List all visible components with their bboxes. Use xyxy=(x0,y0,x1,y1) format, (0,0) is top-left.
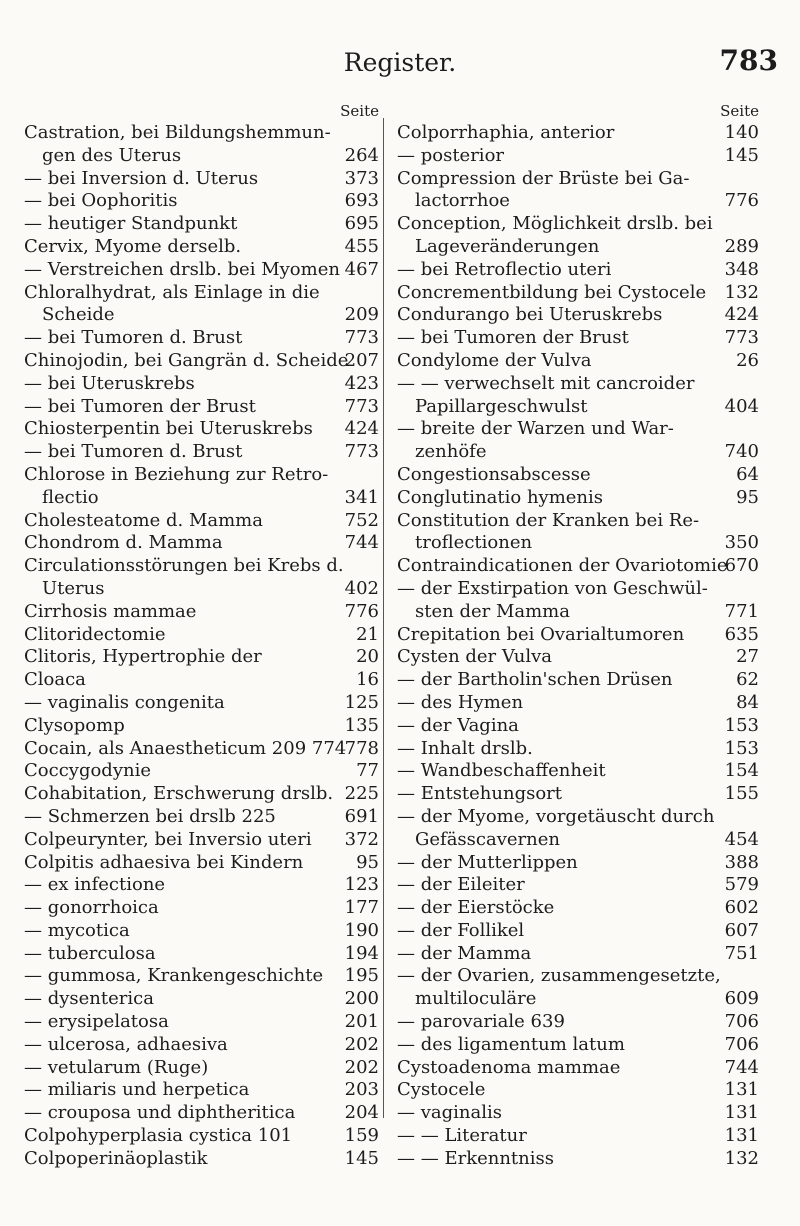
entry-page-number: 691 xyxy=(344,805,379,827)
entry-text: Condurango bei Uteruskrebs xyxy=(397,304,663,326)
entry-page-number: 467 xyxy=(344,258,379,280)
index-entry xyxy=(24,852,379,875)
entry-page-number: 350 xyxy=(724,532,759,554)
index-entry xyxy=(24,168,379,191)
entry-page-number: 27 xyxy=(736,646,759,668)
entry-page-number: 62 xyxy=(736,669,759,691)
entry-text: — der Myome, vorgetäuscht durch xyxy=(397,805,715,827)
right-index-column xyxy=(397,100,759,1171)
index-entry xyxy=(397,487,759,510)
index-entry xyxy=(24,965,379,988)
entry-page-number: 155 xyxy=(724,783,759,805)
index-entry xyxy=(24,601,379,624)
index-entry xyxy=(24,373,379,396)
entry-page-number: 153 xyxy=(724,714,759,736)
entry-text: Cystocele xyxy=(397,1079,486,1101)
entry-page-number: 135 xyxy=(344,714,379,736)
entry-page-number: 744 xyxy=(724,1056,759,1078)
index-entry xyxy=(397,692,759,715)
entry-page-number: 454 xyxy=(724,828,759,850)
entry-page-number: 773 xyxy=(344,441,379,463)
entry-page-number: 131 xyxy=(724,1079,759,1101)
index-entry xyxy=(24,396,379,419)
entry-text: — miliaris und herpetica xyxy=(24,1079,250,1101)
seite-label-left: Seite xyxy=(340,102,379,120)
index-entry xyxy=(24,646,379,669)
entry-page-number: 195 xyxy=(344,965,379,987)
entry-page-number: 348 xyxy=(724,258,759,280)
entry-text: Chlorose in Beziehung zur Retro- xyxy=(24,463,329,485)
entry-page-number: 695 xyxy=(344,213,379,235)
index-entry xyxy=(24,715,379,738)
entry-page-number: 131 xyxy=(724,1102,759,1124)
entry-text: Colporrhaphia, anterior xyxy=(397,122,615,143)
index-entry xyxy=(24,1034,379,1057)
index-entry xyxy=(397,350,759,373)
entry-text: — breite der Warzen und War- xyxy=(397,418,674,440)
entry-text: — posterior xyxy=(397,144,505,166)
index-entry xyxy=(397,965,759,988)
entry-text: — gonorrhoica xyxy=(24,897,159,919)
index-entry xyxy=(397,601,759,624)
index-entry xyxy=(397,760,759,783)
entry-text: — vetularum (Ruge) xyxy=(24,1056,209,1078)
entry-page-number: 693 xyxy=(344,190,379,212)
entry-text: Constitution der Kranken bei Re- xyxy=(397,509,700,531)
entry-text: Colpohyperplasia cystica 101 xyxy=(24,1125,293,1147)
entry-page-number: 776 xyxy=(724,190,759,212)
index-entry xyxy=(24,874,379,897)
entry-page-number: 773 xyxy=(344,395,379,417)
entry-text: Compression der Brüste bei Ga- xyxy=(397,167,690,189)
entry-text: Chondrom d. Mamma xyxy=(24,532,223,554)
entry-page-number: 84 xyxy=(736,691,759,713)
entry-page-number: 132 xyxy=(724,1147,759,1169)
index-entry xyxy=(24,259,379,282)
entry-page-number: 125 xyxy=(344,691,379,713)
entry-page-number: 752 xyxy=(344,509,379,531)
index-entry xyxy=(24,578,379,601)
index-entry xyxy=(397,396,759,419)
column-divider xyxy=(383,118,384,1118)
index-entry xyxy=(24,783,379,806)
entry-text: zenhöfe xyxy=(415,441,487,463)
index-entry xyxy=(397,624,759,647)
entry-text: — des Hymen xyxy=(397,691,524,713)
entry-page-number: 145 xyxy=(344,1147,379,1169)
entry-text: Coccygodynie xyxy=(24,760,151,782)
index-entry xyxy=(397,122,759,145)
entry-text: Condylome der Vulva xyxy=(397,349,592,371)
entry-text: — — verwechselt mit cancroider xyxy=(397,372,695,394)
entry-page-number: 204 xyxy=(344,1102,379,1124)
index-entry xyxy=(397,646,759,669)
entry-text: Circulationsstörungen bei Krebs d. xyxy=(24,555,344,577)
index-entry xyxy=(397,1079,759,1102)
entry-text: — — Literatur xyxy=(397,1125,527,1147)
index-entry xyxy=(397,1034,759,1057)
entry-page-number: 26 xyxy=(736,349,759,371)
entry-text: Uterus xyxy=(42,577,105,599)
index-entry xyxy=(24,897,379,920)
entry-text: — tuberculosa xyxy=(24,942,156,964)
entry-text: — des ligamentum latum xyxy=(397,1033,625,1055)
entry-page-number: 289 xyxy=(724,235,759,257)
index-entry xyxy=(24,327,379,350)
index-entry xyxy=(24,806,379,829)
entry-page-number: 424 xyxy=(344,418,379,440)
entry-text: — dysenterica xyxy=(24,988,154,1010)
entry-text: multiloculäre xyxy=(415,988,537,1010)
index-entry xyxy=(24,282,379,305)
entry-text: — vaginalis xyxy=(397,1102,502,1124)
entry-text: — der Ovarien, zusammengesetzte, xyxy=(397,965,721,987)
page-header-title: Register. xyxy=(343,48,457,77)
index-entry xyxy=(397,327,759,350)
entry-text: — der Exstirpation von Geschwül- xyxy=(397,577,708,599)
index-entry xyxy=(397,168,759,191)
right-entry-list xyxy=(397,122,759,1171)
entry-page-number: 706 xyxy=(724,1033,759,1055)
entry-text: Cohabitation, Erschwerung drslb. xyxy=(24,783,334,805)
index-entry xyxy=(397,1125,759,1148)
entry-page-number: 225 xyxy=(344,783,379,805)
index-entry xyxy=(397,738,759,761)
entry-text: Gefässcavernen xyxy=(415,828,560,850)
entry-text: — bei Oophoritis xyxy=(24,190,178,212)
page-number: 783 xyxy=(719,44,778,77)
entry-text: — der Eierstöcke xyxy=(397,897,555,919)
index-entry xyxy=(24,236,379,259)
index-entry xyxy=(397,988,759,1011)
entry-page-number: 123 xyxy=(344,874,379,896)
entry-page-number: 751 xyxy=(724,942,759,964)
index-entry xyxy=(397,418,759,441)
index-entry xyxy=(24,624,379,647)
index-entry xyxy=(24,350,379,373)
index-entry xyxy=(24,1057,379,1080)
entry-page-number: 202 xyxy=(344,1056,379,1078)
entry-page-number: 579 xyxy=(724,874,759,896)
entry-text: Lageveränderungen xyxy=(415,235,600,257)
entry-page-number: 95 xyxy=(736,486,759,508)
entry-text: Chinojodin, bei Gangrän d. Scheide xyxy=(24,349,349,371)
entry-text: Crepitation bei Ovarialtumoren xyxy=(397,623,685,645)
index-entry xyxy=(24,1125,379,1148)
entry-text: flectio xyxy=(42,486,99,508)
entry-page-number: 388 xyxy=(724,851,759,873)
index-entry xyxy=(24,441,379,464)
entry-text: — Verstreichen drslb. bei Myomen xyxy=(24,258,340,280)
entry-text: — heutiger Standpunkt xyxy=(24,213,238,235)
entry-page-number: 77 xyxy=(356,760,379,782)
entry-text: — der Vagina xyxy=(397,714,519,736)
entry-page-number: 131 xyxy=(724,1125,759,1147)
entry-text: — bei Uteruskrebs xyxy=(24,372,195,394)
entry-text: Cystoadenoma mammae xyxy=(397,1056,621,1078)
entry-page-number: 372 xyxy=(344,828,379,850)
index-entry xyxy=(24,1079,379,1102)
index-entry xyxy=(24,510,379,533)
entry-text: — Inhalt drslb. xyxy=(397,737,533,759)
entry-text: — bei Retroflectio uteri xyxy=(397,258,612,280)
entry-page-number: 21 xyxy=(356,623,379,645)
index-entry xyxy=(24,760,379,783)
entry-page-number: 154 xyxy=(724,760,759,782)
entry-page-number: 159 xyxy=(344,1125,379,1147)
index-entry xyxy=(397,190,759,213)
index-entry xyxy=(397,373,759,396)
entry-page-number: 635 xyxy=(724,623,759,645)
entry-page-number: 373 xyxy=(344,167,379,189)
entry-text: — Wandbeschaffenheit xyxy=(397,760,606,782)
entry-text: Conception, Möglichkeit drslb. bei xyxy=(397,213,713,235)
entry-text: — der Eileiter xyxy=(397,874,525,896)
index-entry xyxy=(24,213,379,236)
index-entry xyxy=(24,532,379,555)
entry-text: — bei Tumoren d. Brust xyxy=(24,327,243,349)
index-entry xyxy=(24,738,379,761)
index-entry xyxy=(397,555,759,578)
entry-text: Cysten der Vulva xyxy=(397,646,552,668)
entry-text: — der Follikel xyxy=(397,919,525,941)
entry-page-number: 740 xyxy=(724,441,759,463)
entry-text: Clitoris, Hypertrophie der xyxy=(24,646,262,668)
entry-page-number: 744 xyxy=(344,532,379,554)
index-entry xyxy=(397,783,759,806)
index-entry xyxy=(397,441,759,464)
entry-page-number: 424 xyxy=(724,304,759,326)
entry-page-number: 16 xyxy=(356,669,379,691)
index-entry xyxy=(24,943,379,966)
index-entry xyxy=(24,692,379,715)
index-entry xyxy=(397,578,759,601)
index-entry xyxy=(397,669,759,692)
entry-text: Clitoridectomie xyxy=(24,623,166,645)
entry-page-number: 190 xyxy=(344,919,379,941)
index-entry xyxy=(397,874,759,897)
index-entry xyxy=(24,669,379,692)
entry-text: Congestionsabscesse xyxy=(397,463,591,485)
entry-page-number: 194 xyxy=(344,942,379,964)
entry-text: Clysopomp xyxy=(24,714,125,736)
entry-page-number: 773 xyxy=(724,327,759,349)
entry-page-number: 140 xyxy=(724,122,759,143)
index-entry xyxy=(397,1057,759,1080)
index-entry xyxy=(24,988,379,1011)
entry-text: Papillargeschwulst xyxy=(415,395,588,417)
entry-text: — ex infectione xyxy=(24,874,166,896)
entry-text: Scheide xyxy=(42,304,115,326)
index-entry xyxy=(24,304,379,327)
index-entry xyxy=(397,464,759,487)
index-entry xyxy=(24,1148,379,1171)
index-entry xyxy=(397,1011,759,1034)
entry-text: Contraindicationen der Ovariotomie xyxy=(397,555,728,577)
entry-text: Colpeurynter, bei Inversio uteri xyxy=(24,828,312,850)
entry-text: — bei Inversion d. Uterus xyxy=(24,167,259,189)
entry-page-number: 209 xyxy=(344,304,379,326)
entry-page-number: 776 xyxy=(344,600,379,622)
index-entry xyxy=(24,829,379,852)
entry-page-number: 203 xyxy=(344,1079,379,1101)
entry-page-number: 670 xyxy=(724,555,759,577)
index-entry xyxy=(397,282,759,305)
index-entry xyxy=(24,464,379,487)
index-entry xyxy=(397,145,759,168)
index-entry xyxy=(24,418,379,441)
entry-text: Chloralhydrat, als Einlage in die xyxy=(24,281,320,303)
entry-page-number: 455 xyxy=(344,235,379,257)
entry-text: sten der Mamma xyxy=(415,600,570,622)
entry-text: — vaginalis congenita xyxy=(24,691,225,713)
index-entry xyxy=(397,510,759,533)
index-entry xyxy=(24,122,379,145)
index-entry xyxy=(24,190,379,213)
index-entry xyxy=(397,1102,759,1125)
index-entry xyxy=(397,304,759,327)
entry-text: — der Mutterlippen xyxy=(397,851,578,873)
index-entry xyxy=(397,1148,759,1171)
entry-text: Colpitis adhaesiva bei Kindern xyxy=(24,851,304,873)
entry-text: lactorrhoe xyxy=(415,190,510,212)
entry-text: — bei Tumoren der Brust xyxy=(397,327,629,349)
index-entry xyxy=(397,259,759,282)
entry-text: — erysipelatosa xyxy=(24,1011,169,1033)
entry-text: — Schmerzen bei drslb 225 xyxy=(24,805,276,827)
entry-text: — gummosa, Krankengeschichte xyxy=(24,965,324,987)
entry-page-number: 64 xyxy=(736,463,759,485)
entry-page-number: 202 xyxy=(344,1033,379,1055)
index-entry xyxy=(24,555,379,578)
entry-page-number: 773 xyxy=(344,327,379,349)
entry-text: Colpoperinäoplastik xyxy=(24,1147,208,1169)
entry-page-number: 602 xyxy=(724,897,759,919)
entry-page-number: 145 xyxy=(724,144,759,166)
entry-text: Cloaca xyxy=(24,669,86,691)
entry-page-number: 177 xyxy=(344,897,379,919)
entry-text: Castration, bei Bildungshemmun- xyxy=(24,122,331,143)
entry-page-number: 153 xyxy=(724,737,759,759)
entry-page-number: 771 xyxy=(724,600,759,622)
index-entry xyxy=(397,236,759,259)
index-entry xyxy=(397,532,759,555)
index-entry xyxy=(24,145,379,168)
index-entry xyxy=(397,829,759,852)
entry-page-number: 264 xyxy=(344,144,379,166)
entry-page-number: 207 xyxy=(344,349,379,371)
index-entry xyxy=(24,487,379,510)
entry-text: Cholesteatome d. Mamma xyxy=(24,509,263,531)
index-entry xyxy=(397,715,759,738)
entry-text: — bei Tumoren der Brust xyxy=(24,395,256,417)
index-entry xyxy=(397,852,759,875)
entry-text: — bei Tumoren d. Brust xyxy=(24,441,243,463)
entry-text: Chiosterpentin bei Uteruskrebs xyxy=(24,418,313,440)
left-entry-list xyxy=(24,122,379,1171)
entry-text: — der Mamma xyxy=(397,942,532,964)
index-entry xyxy=(397,920,759,943)
entry-text: — der Bartholin'schen Drüsen xyxy=(397,669,673,691)
entry-text: troflectionen xyxy=(415,532,533,554)
entry-text: — ulcerosa, adhaesiva xyxy=(24,1033,228,1055)
entry-text: Cirrhosis mammae xyxy=(24,600,197,622)
entry-page-number: 607 xyxy=(724,919,759,941)
entry-page-number: 778 xyxy=(344,737,379,759)
entry-text: Conglutinatio hymenis xyxy=(397,486,604,508)
entry-page-number: 423 xyxy=(344,372,379,394)
entry-page-number: 95 xyxy=(356,851,379,873)
entry-page-number: 609 xyxy=(724,988,759,1010)
entry-page-number: 404 xyxy=(724,395,759,417)
index-entry xyxy=(24,1102,379,1125)
entry-page-number: 201 xyxy=(344,1011,379,1033)
index-entry xyxy=(397,897,759,920)
entry-page-number: 20 xyxy=(356,646,379,668)
entry-text: Cervix, Myome derselb. xyxy=(24,235,242,257)
index-entry xyxy=(397,943,759,966)
index-entry xyxy=(397,806,759,829)
left-index-column xyxy=(24,100,379,1171)
entry-page-number: 402 xyxy=(344,577,379,599)
index-entry xyxy=(397,213,759,236)
entry-page-number: 341 xyxy=(344,486,379,508)
entry-page-number: 132 xyxy=(724,281,759,303)
seite-label-right: Seite xyxy=(720,102,759,120)
index-entry xyxy=(24,1011,379,1034)
entry-text: — crouposa und diphtheritica xyxy=(24,1102,296,1124)
entry-text: — mycotica xyxy=(24,919,130,941)
entry-text: Concrementbildung bei Cystocele xyxy=(397,281,707,303)
entry-text: — Entstehungsort xyxy=(397,783,563,805)
entry-text: Cocain, als Anaestheticum 209 774 xyxy=(24,737,347,759)
entry-page-number: 200 xyxy=(344,988,379,1010)
entry-text: gen des Uterus xyxy=(42,144,182,166)
entry-text: — — Erkenntniss xyxy=(397,1147,554,1169)
entry-text: — parovariale 639 xyxy=(397,1011,565,1033)
index-entry xyxy=(24,920,379,943)
entry-page-number: 706 xyxy=(724,1011,759,1033)
